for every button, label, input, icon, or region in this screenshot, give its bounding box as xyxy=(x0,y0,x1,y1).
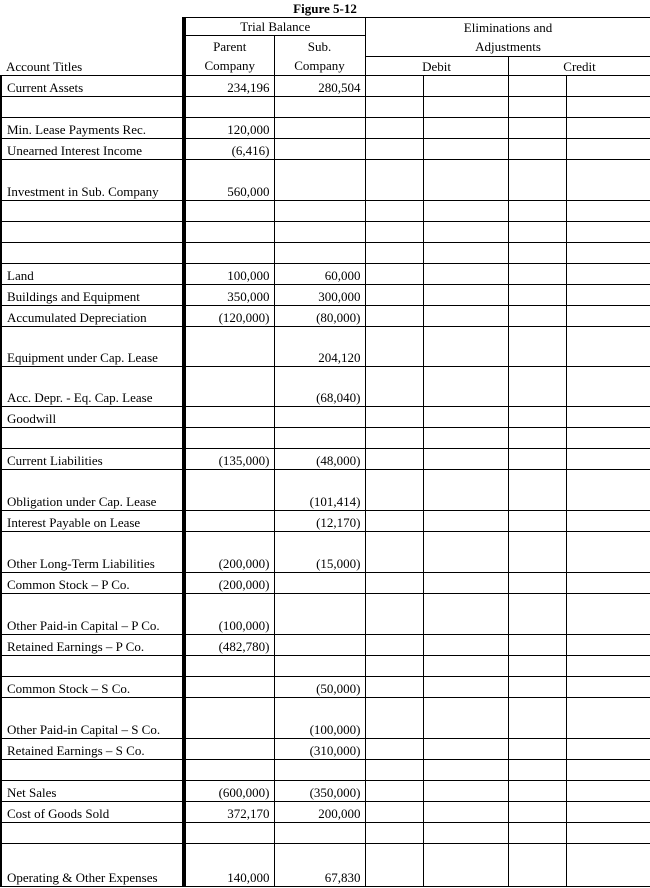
eliminations-debit-cell xyxy=(423,677,508,698)
credit-header: Credit xyxy=(508,57,650,76)
account-title-cell xyxy=(1,97,184,118)
trial-balance-header: Trial Balance xyxy=(184,18,365,36)
eliminations-debit-cell xyxy=(423,285,508,306)
eliminations-debit-ref-cell xyxy=(365,139,423,160)
eliminations-debit-ref-cell xyxy=(365,428,423,449)
eliminations-credit-ref-cell xyxy=(508,160,566,201)
eliminations-credit-cell xyxy=(566,823,650,844)
eliminations-debit-ref-cell xyxy=(365,97,423,118)
sub-company-cell: (100,000) xyxy=(274,698,365,739)
parent-company-cell xyxy=(184,698,274,739)
account-title-cell: Cost of Goods Sold xyxy=(1,802,184,823)
parent-company-cell xyxy=(184,407,274,428)
eliminations-debit-cell xyxy=(423,367,508,407)
sub-company-cell xyxy=(274,428,365,449)
eliminations-debit-ref-cell xyxy=(365,739,423,760)
sub-company-cell xyxy=(274,594,365,635)
sub-company-cell xyxy=(274,139,365,160)
eliminations-credit-cell xyxy=(566,306,650,327)
eliminations-credit-ref-cell xyxy=(508,139,566,160)
eliminations-credit-ref-cell xyxy=(508,285,566,306)
eliminations-credit-ref-cell xyxy=(508,222,566,243)
eliminations-credit-ref-cell xyxy=(508,470,566,511)
eliminations-credit-cell xyxy=(566,201,650,222)
parent-company-cell: (100,000) xyxy=(184,594,274,635)
eliminations-debit-ref-cell xyxy=(365,306,423,327)
table-row xyxy=(1,532,650,573)
eliminations-credit-ref-cell xyxy=(508,532,566,573)
eliminations-credit-cell xyxy=(566,511,650,532)
table-row xyxy=(1,76,650,97)
eliminations-debit-ref-cell xyxy=(365,532,423,573)
parent-company-cell: 560,000 xyxy=(184,160,274,201)
eliminations-debit-ref-cell xyxy=(365,573,423,594)
eliminations-debit-cell xyxy=(423,201,508,222)
eliminations-debit-cell xyxy=(423,760,508,781)
sub-company-cell: 204,120 xyxy=(274,327,365,367)
eliminations-debit-cell xyxy=(423,449,508,470)
parent-company-cell: (200,000) xyxy=(184,573,274,594)
parent-company-cell xyxy=(184,243,274,264)
table-row xyxy=(1,802,650,823)
eliminations-debit-cell xyxy=(423,781,508,802)
eliminations-credit-ref-cell xyxy=(508,656,566,677)
account-title-cell: Goodwill xyxy=(1,407,184,428)
eliminations-credit-ref-cell xyxy=(508,511,566,532)
sub-company-cell xyxy=(274,222,365,243)
account-title-cell xyxy=(1,201,184,222)
eliminations-credit-cell xyxy=(566,243,650,264)
eliminations-debit-ref-cell xyxy=(365,823,423,844)
table-row xyxy=(1,243,650,264)
eliminations-debit-cell xyxy=(423,97,508,118)
parent-company-cell xyxy=(184,823,274,844)
account-title-cell: Unearned Interest Income xyxy=(1,139,184,160)
eliminations-credit-cell xyxy=(566,76,650,97)
account-title-cell: Operating & Other Expenses xyxy=(1,844,184,887)
account-title-cell: Interest Payable on Lease xyxy=(1,511,184,532)
table-row xyxy=(1,222,650,243)
sub-company-cell xyxy=(274,823,365,844)
eliminations-credit-ref-cell xyxy=(508,844,566,887)
parent-company-cell xyxy=(184,222,274,243)
eliminations-debit-ref-cell xyxy=(365,407,423,428)
sub-company-cell: (310,000) xyxy=(274,739,365,760)
table-row xyxy=(1,573,650,594)
eliminations-credit-cell xyxy=(566,285,650,306)
sub-company-cell: 60,000 xyxy=(274,264,365,285)
account-title-cell: Accumulated Depreciation xyxy=(1,306,184,327)
eliminations-credit-cell xyxy=(566,222,650,243)
table-row xyxy=(1,823,650,844)
eliminations-credit-cell xyxy=(566,802,650,823)
sub-company-cell: (15,000) xyxy=(274,532,365,573)
eliminations-credit-ref-cell xyxy=(508,118,566,139)
eliminations-debit-cell xyxy=(423,118,508,139)
parent-company-cell xyxy=(184,739,274,760)
eliminations-credit-cell xyxy=(566,844,650,887)
eliminations-debit-ref-cell xyxy=(365,118,423,139)
parent-company-cell xyxy=(184,201,274,222)
parent-company-cell: (200,000) xyxy=(184,532,274,573)
eliminations-debit-cell xyxy=(423,470,508,511)
eliminations-debit-ref-cell xyxy=(365,367,423,407)
parent-company-cell xyxy=(184,760,274,781)
eliminations-debit-ref-cell xyxy=(365,698,423,739)
eliminations-debit-cell xyxy=(423,243,508,264)
eliminations-debit-ref-cell xyxy=(365,594,423,635)
eliminations-credit-ref-cell xyxy=(508,97,566,118)
eliminations-credit-cell xyxy=(566,532,650,573)
eliminations-debit-cell xyxy=(423,327,508,367)
eliminations-credit-cell xyxy=(566,739,650,760)
table-row xyxy=(1,760,650,781)
eliminations-credit-cell xyxy=(566,760,650,781)
table-row xyxy=(1,449,650,470)
sub-company-cell xyxy=(274,760,365,781)
table-row xyxy=(1,635,650,656)
eliminations-header: Eliminations and Adjustments xyxy=(365,18,650,57)
sub-company-cell: (350,000) xyxy=(274,781,365,802)
account-title-cell xyxy=(1,243,184,264)
sub-company-cell: 280,504 xyxy=(274,76,365,97)
eliminations-debit-cell xyxy=(423,428,508,449)
eliminations-credit-ref-cell xyxy=(508,367,566,407)
eliminations-credit-ref-cell xyxy=(508,698,566,739)
eliminations-debit-cell xyxy=(423,698,508,739)
eliminations-debit-ref-cell xyxy=(365,201,423,222)
account-title-cell: Acc. Depr. - Eq. Cap. Lease xyxy=(1,367,184,407)
worksheet-table xyxy=(0,17,650,887)
eliminations-debit-ref-cell xyxy=(365,160,423,201)
account-title-cell: Current Assets xyxy=(1,76,184,97)
eliminations-credit-cell xyxy=(566,118,650,139)
table-row xyxy=(1,844,650,887)
eliminations-debit-cell xyxy=(423,264,508,285)
parent-company-cell: 120,000 xyxy=(184,118,274,139)
table-row xyxy=(1,367,650,407)
eliminations-credit-ref-cell xyxy=(508,573,566,594)
parent-company-cell: 234,196 xyxy=(184,76,274,97)
parent-company-cell xyxy=(184,511,274,532)
eliminations-debit-cell xyxy=(423,222,508,243)
eliminations-debit-cell xyxy=(423,844,508,887)
eliminations-debit-ref-cell xyxy=(365,677,423,698)
account-title-cell: Buildings and Equipment xyxy=(1,285,184,306)
sub-company-cell xyxy=(274,201,365,222)
eliminations-credit-cell xyxy=(566,264,650,285)
table-row xyxy=(1,264,650,285)
account-title-cell xyxy=(1,823,184,844)
figure-title: Figure 5-12 xyxy=(293,1,357,16)
eliminations-debit-ref-cell xyxy=(365,222,423,243)
table-row xyxy=(1,118,650,139)
eliminations-credit-cell xyxy=(566,781,650,802)
eliminations-credit-ref-cell xyxy=(508,781,566,802)
eliminations-credit-ref-cell xyxy=(508,428,566,449)
sub-company-cell: (48,000) xyxy=(274,449,365,470)
eliminations-debit-ref-cell xyxy=(365,656,423,677)
eliminations-credit-cell xyxy=(566,97,650,118)
eliminations-debit-cell xyxy=(423,76,508,97)
eliminations-credit-cell xyxy=(566,677,650,698)
account-title-cell: Obligation under Cap. Lease xyxy=(1,470,184,511)
table-row xyxy=(1,470,650,511)
sub-company-cell xyxy=(274,656,365,677)
eliminations-debit-cell xyxy=(423,160,508,201)
eliminations-debit-ref-cell xyxy=(365,470,423,511)
parent-company-cell xyxy=(184,677,274,698)
eliminations-credit-ref-cell xyxy=(508,407,566,428)
eliminations-credit-cell xyxy=(566,470,650,511)
parent-company-cell xyxy=(184,470,274,511)
table-row xyxy=(1,160,650,201)
table-row xyxy=(1,781,650,802)
eliminations-credit-ref-cell xyxy=(508,677,566,698)
debit-header: Debit xyxy=(365,57,508,76)
eliminations-credit-ref-cell xyxy=(508,76,566,97)
eliminations-credit-cell xyxy=(566,594,650,635)
account-title-cell: Equipment under Cap. Lease xyxy=(1,327,184,367)
eliminations-credit-ref-cell xyxy=(508,201,566,222)
eliminations-debit-ref-cell xyxy=(365,802,423,823)
eliminations-debit-ref-cell xyxy=(365,243,423,264)
table-row xyxy=(1,511,650,532)
table-row xyxy=(1,327,650,367)
account-title-cell xyxy=(1,760,184,781)
eliminations-credit-ref-cell xyxy=(508,823,566,844)
account-title-cell xyxy=(1,428,184,449)
eliminations-debit-ref-cell xyxy=(365,844,423,887)
parent-company-cell: 140,000 xyxy=(184,844,274,887)
eliminations-credit-cell xyxy=(566,449,650,470)
sub-company-cell: (50,000) xyxy=(274,677,365,698)
eliminations-credit-cell xyxy=(566,367,650,407)
sub-company-cell xyxy=(274,160,365,201)
eliminations-debit-ref-cell xyxy=(365,327,423,367)
eliminations-debit-cell xyxy=(423,656,508,677)
table-row xyxy=(1,677,650,698)
eliminations-credit-cell xyxy=(566,160,650,201)
account-title-cell: Land xyxy=(1,264,184,285)
account-title-cell: Common Stock – S Co. xyxy=(1,677,184,698)
account-titles-header: Account Titles xyxy=(1,18,184,76)
parent-company-cell: 372,170 xyxy=(184,802,274,823)
eliminations-debit-cell xyxy=(423,635,508,656)
eliminations-credit-ref-cell xyxy=(508,760,566,781)
parent-company-cell xyxy=(184,367,274,407)
parent-company-cell: (600,000) xyxy=(184,781,274,802)
eliminations-debit-cell xyxy=(423,739,508,760)
eliminations-credit-ref-cell xyxy=(508,449,566,470)
eliminations-credit-ref-cell xyxy=(508,635,566,656)
account-title-cell: Other Paid-in Capital – P Co. xyxy=(1,594,184,635)
eliminations-credit-cell xyxy=(566,656,650,677)
eliminations-credit-cell xyxy=(566,428,650,449)
sub-company-cell: (12,170) xyxy=(274,511,365,532)
parent-company-cell xyxy=(184,327,274,367)
sub-company-cell xyxy=(274,97,365,118)
eliminations-credit-ref-cell xyxy=(508,264,566,285)
eliminations-debit-cell xyxy=(423,823,508,844)
eliminations-credit-cell xyxy=(566,635,650,656)
eliminations-debit-ref-cell xyxy=(365,781,423,802)
eliminations-debit-cell xyxy=(423,532,508,573)
sub-company-cell: 300,000 xyxy=(274,285,365,306)
eliminations-credit-ref-cell xyxy=(508,306,566,327)
account-title-cell: Common Stock – P Co. xyxy=(1,573,184,594)
table-row xyxy=(1,97,650,118)
sub-company-cell: (68,040) xyxy=(274,367,365,407)
eliminations-debit-cell xyxy=(423,407,508,428)
eliminations-debit-ref-cell xyxy=(365,449,423,470)
parent-company-header: Parent Company xyxy=(184,36,274,76)
account-title-cell: Investment in Sub. Company xyxy=(1,160,184,201)
parent-company-cell xyxy=(184,656,274,677)
parent-company-cell xyxy=(184,97,274,118)
eliminations-debit-cell xyxy=(423,802,508,823)
eliminations-credit-ref-cell xyxy=(508,327,566,367)
parent-company-cell: (120,000) xyxy=(184,306,274,327)
table-row xyxy=(1,594,650,635)
parent-company-cell: 100,000 xyxy=(184,264,274,285)
parent-company-cell: (482,780) xyxy=(184,635,274,656)
table-row xyxy=(1,698,650,739)
eliminations-credit-cell xyxy=(566,139,650,160)
account-title-cell: Net Sales xyxy=(1,781,184,802)
table-row xyxy=(1,306,650,327)
sub-company-cell xyxy=(274,407,365,428)
eliminations-credit-cell xyxy=(566,573,650,594)
eliminations-debit-ref-cell xyxy=(365,264,423,285)
eliminations-debit-ref-cell xyxy=(365,635,423,656)
table-row xyxy=(1,285,650,306)
account-title-cell xyxy=(1,222,184,243)
sub-company-cell xyxy=(274,243,365,264)
eliminations-credit-ref-cell xyxy=(508,739,566,760)
sub-company-cell: (101,414) xyxy=(274,470,365,511)
sub-company-cell xyxy=(274,573,365,594)
eliminations-credit-cell xyxy=(566,698,650,739)
eliminations-debit-cell xyxy=(423,511,508,532)
sub-company-cell xyxy=(274,118,365,139)
eliminations-credit-cell xyxy=(566,407,650,428)
sub-company-cell: 200,000 xyxy=(274,802,365,823)
account-title-cell: Retained Earnings – P Co. xyxy=(1,635,184,656)
table-row xyxy=(1,739,650,760)
table-row xyxy=(1,407,650,428)
sub-company-cell: 67,830 xyxy=(274,844,365,887)
eliminations-debit-ref-cell xyxy=(365,76,423,97)
account-title-cell: Other Long-Term Liabilities xyxy=(1,532,184,573)
sub-company-cell xyxy=(274,635,365,656)
account-title-cell: Current Liabilities xyxy=(1,449,184,470)
eliminations-credit-ref-cell xyxy=(508,594,566,635)
account-title-cell: Retained Earnings – S Co. xyxy=(1,739,184,760)
eliminations-debit-ref-cell xyxy=(365,511,423,532)
parent-company-cell xyxy=(184,428,274,449)
table-row xyxy=(1,656,650,677)
eliminations-debit-ref-cell xyxy=(365,285,423,306)
sub-company-cell: (80,000) xyxy=(274,306,365,327)
table-row xyxy=(1,201,650,222)
eliminations-debit-cell xyxy=(423,573,508,594)
sub-company-header: Sub. Company xyxy=(274,36,365,76)
table-row xyxy=(1,428,650,449)
eliminations-debit-cell xyxy=(423,594,508,635)
parent-company-cell: 350,000 xyxy=(184,285,274,306)
table-row xyxy=(1,139,650,160)
eliminations-credit-ref-cell xyxy=(508,802,566,823)
eliminations-debit-cell xyxy=(423,139,508,160)
parent-company-cell: (6,416) xyxy=(184,139,274,160)
account-title-cell xyxy=(1,656,184,677)
account-title-cell: Min. Lease Payments Rec. xyxy=(1,118,184,139)
eliminations-debit-cell xyxy=(423,306,508,327)
eliminations-credit-ref-cell xyxy=(508,243,566,264)
eliminations-debit-ref-cell xyxy=(365,760,423,781)
parent-company-cell: (135,000) xyxy=(184,449,274,470)
eliminations-credit-cell xyxy=(566,327,650,367)
account-title-cell: Other Paid-in Capital – S Co. xyxy=(1,698,184,739)
